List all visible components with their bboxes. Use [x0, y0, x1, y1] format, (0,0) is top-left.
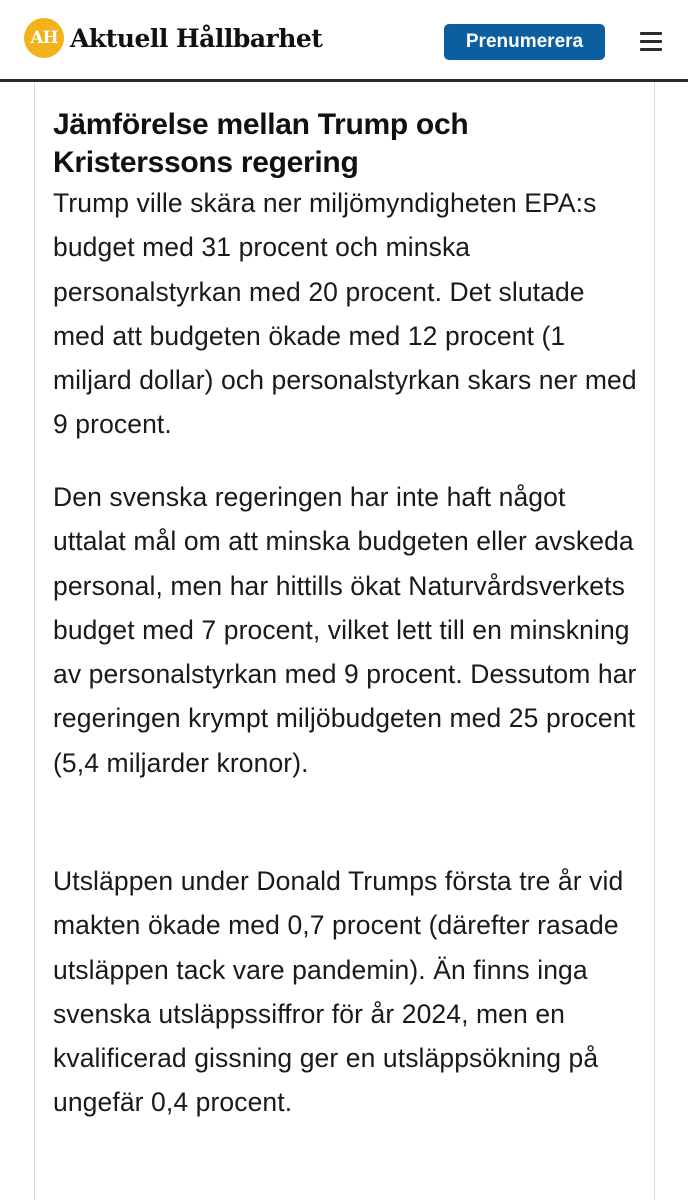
article-paragraph: Utsläppen under Donald Trumps första tre år vid makten ökade med 0,7 procent (därefter rasade utsläppen tack vare pandemin). Än finns inga svenska utsläppssiffror för år 2024, men en kvalificerad gissning ger en utsläppsökning på ungefär 0,4 procent.	[53, 866, 624, 1118]
article-paragraph: Trump ville skära ner miljömyndigheten EPA:s budget med 31 procent och minska personalstyrkan med 20 procent. Det slutade med att budgeten ökade med 12 procent (1 miljard dollar) och personalstyrkan skars ner med 9 procent.	[53, 188, 637, 440]
article-paragraph: Den svenska regeringen har inte haft något uttalat mål om att minska budgeten eller avskeda personal, men har hittills ökat Naturvårdsverkets budget med 7 procent, vilket lett till en minskning av personalstyrkan med 9 procent. Dessutom har regeringen krympt miljöbudgeten med 25 procent (5,4 miljarder kronor).	[53, 482, 637, 778]
site-logo[interactable]	[24, 18, 322, 58]
subscribe-button[interactable]: Prenumerera	[444, 24, 605, 60]
section-heading: Jämförelse mellan Trump och Kristerssons regering	[53, 108, 469, 179]
logo-badge: AH	[24, 18, 64, 58]
logo-text: Aktuell Hållbarhet	[70, 23, 323, 53]
article-body	[0, 82, 688, 1200]
hamburger-menu-icon[interactable]	[638, 30, 664, 54]
site-header	[0, 0, 688, 82]
